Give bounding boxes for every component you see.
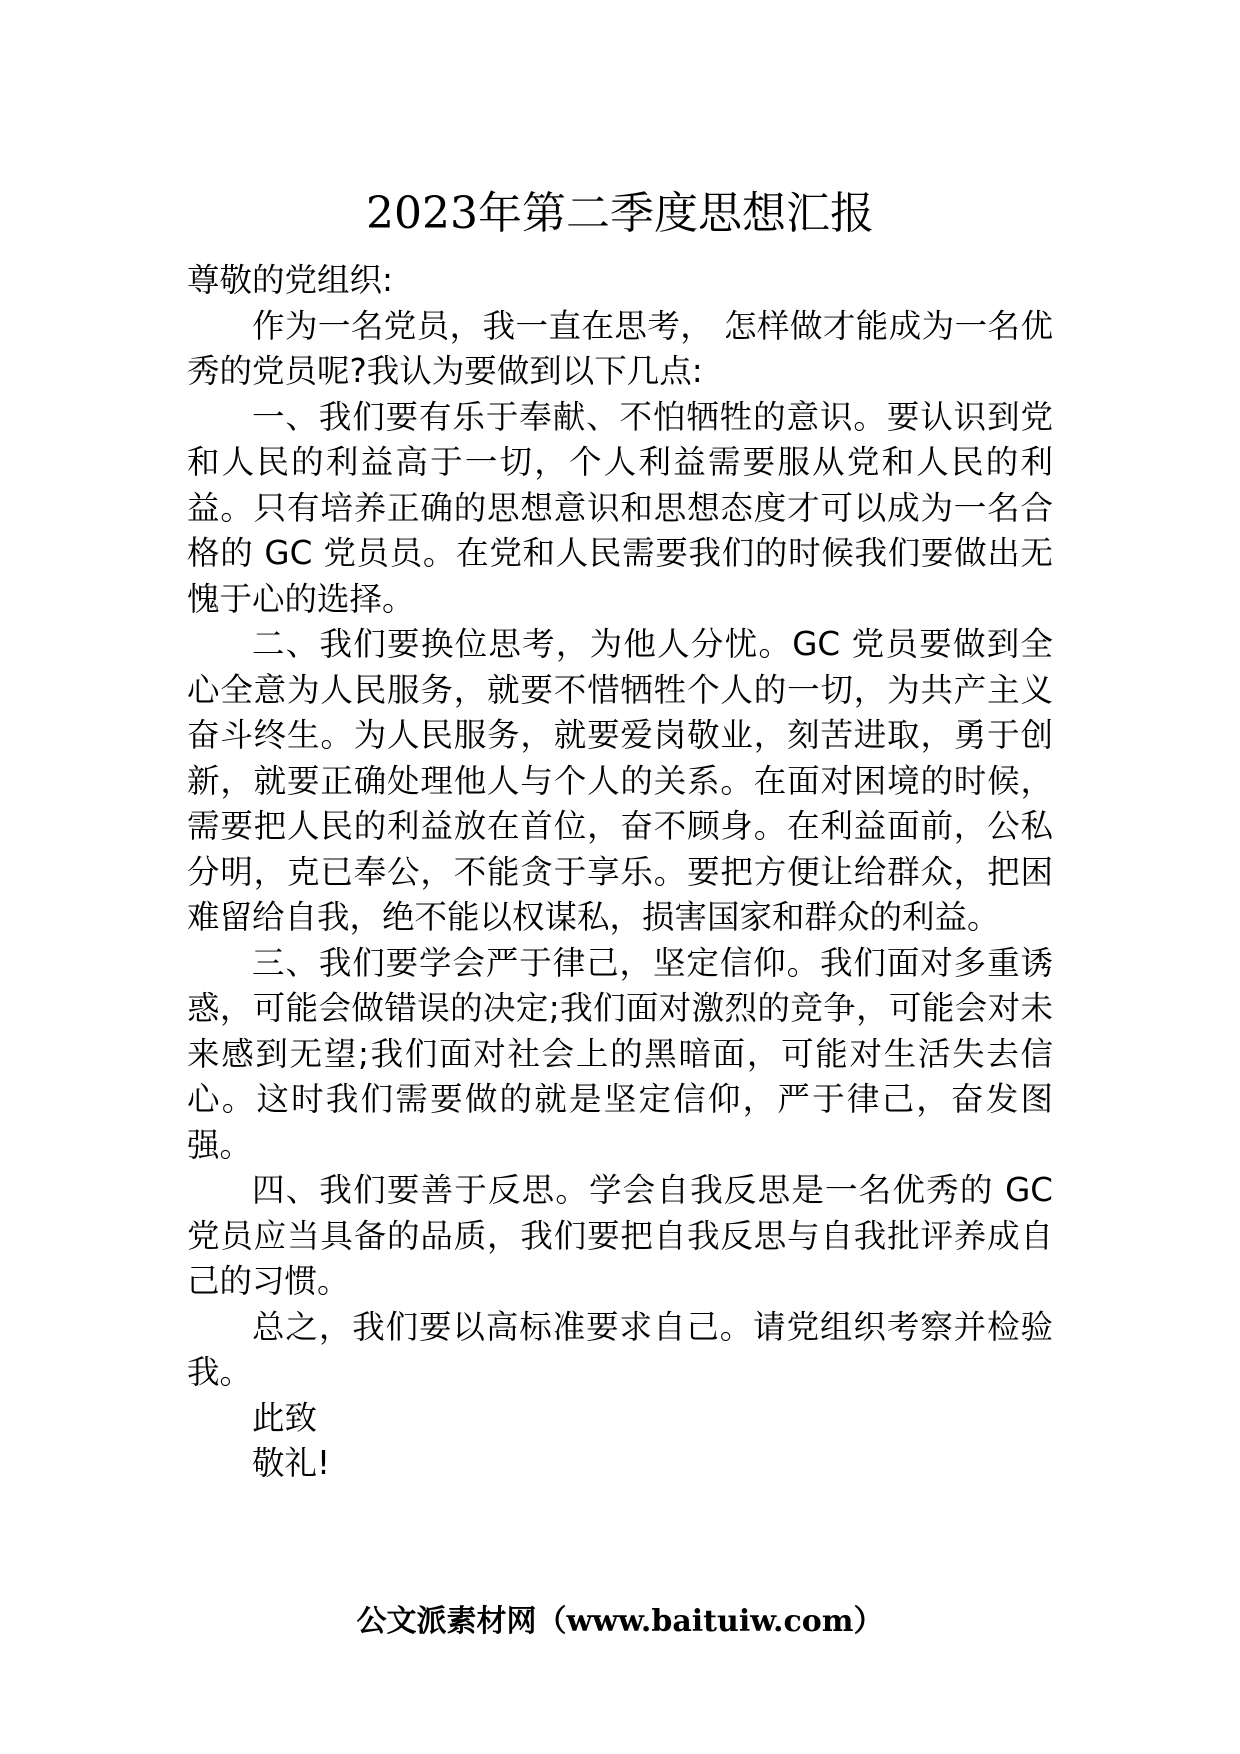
paragraph-conclusion: 总之，我们要以高标准要求自己。请党组织考察并检验我。: [187, 1307, 1053, 1391]
closing-line-1: 此致: [252, 1398, 318, 1437]
paragraph-intro: 作为一名党员，我一直在思考， 怎样做才能成为一名优秀的党员呢?我认为要做到以下几点:: [187, 306, 1053, 390]
paragraph-point-3: 三、我们要学会严于律己，坚定信仰。我们面对多重诱惑，可能会做错误的决定;我们面对激烈的竞争，可能会对未来感到无望;我们面对社会上的黑暗面，可能对生活失去信心。这时我们需要做的就是坚定信仰，严于律己，奋发图强。: [187, 943, 1053, 1164]
paragraph-point-4: 四、我们要善于反思。学会自我反思是一名优秀的 GC 党员应当具备的品质，我们要把自我反思与自我批评养成自己的习惯。: [187, 1171, 1053, 1300]
salutation: 尊敬的党组织:: [187, 261, 393, 299]
document-body: [187, 258, 1053, 1487]
footer-source: 公文派素材网（www.baituiw.com）: [356, 1604, 884, 1639]
closing-line-2: 敬礼!: [252, 1444, 331, 1482]
document-title: 2023年第二季度思想汇报: [366, 188, 874, 239]
paragraph-point-2: 二、我们要换位思考，为他人分忧。GC 党员要做到全心全意为人民服务，就要不惜牺牲个人的一切，为共产主义奋斗终生。为人民服务，就要爱岗敬业，刻苦进取，勇于创新，就要正确处理他人与个人的关系。在面对困境的时候，需要把人民的利益放在首位，奋不顾身。在利益面前，公私分明，克已奉公，不能贪于享乐。要把方便让给群众，把困难留给自我，绝不能以权谋私，损害国家和群众的利益。: [187, 625, 1053, 936]
paragraph-point-1: 一、我们要有乐于奉献、不怕牺牲的意识。要认识到党和人民的利益高于一切，个人利益需要服从党和人民的利益。只有培养正确的思想意识和思想态度才可以成为一名合格的 GC 党员员。在党和人民需要我们的时候我们要做出无愧于心的选择。: [187, 397, 1053, 618]
